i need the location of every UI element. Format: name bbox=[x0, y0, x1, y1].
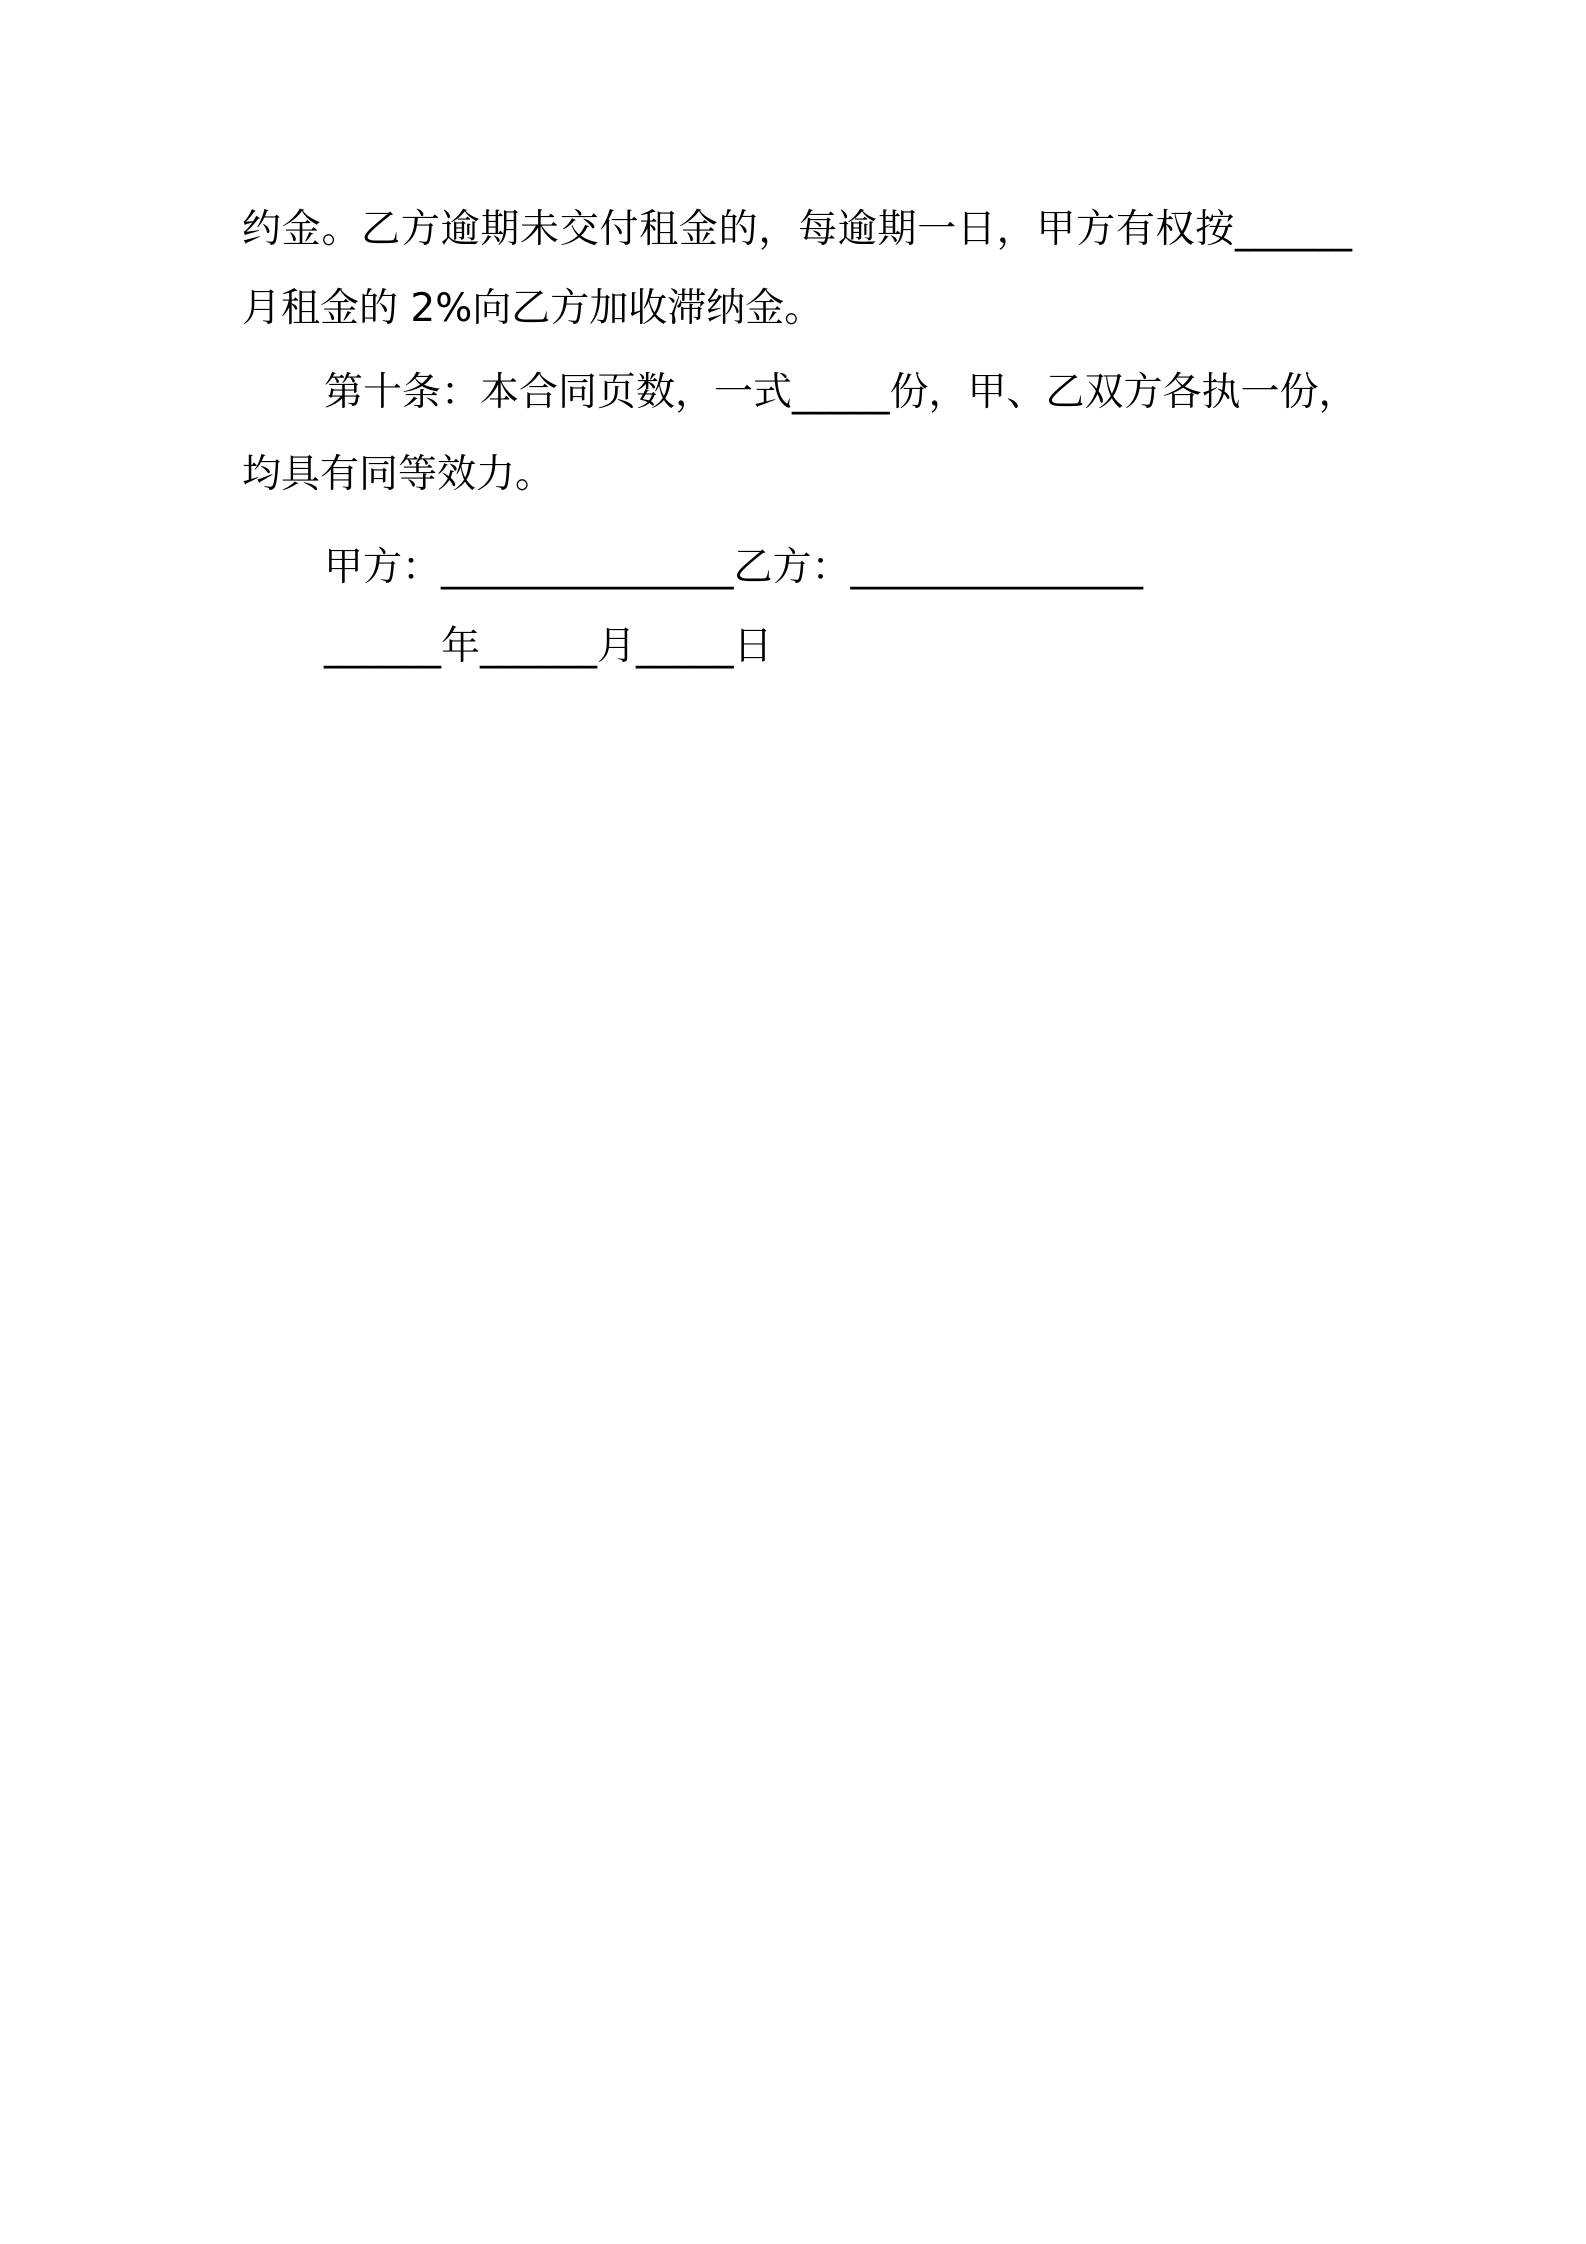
party-a-signature-blank: _______________ bbox=[441, 545, 734, 590]
signature-line bbox=[324, 547, 1143, 589]
year-label: 年 bbox=[441, 624, 481, 669]
party-b-label: 乙方： bbox=[733, 545, 851, 590]
clause-9-text-line-2: 月租金的 2%向乙方加收滞纳金。 bbox=[242, 286, 824, 331]
year-blank: ______ bbox=[324, 624, 441, 669]
month-label: 月 bbox=[597, 624, 637, 669]
clause-10-text-line-1: 第十条：本合同页数，一式_____份，甲、乙双方各执一份， bbox=[324, 370, 1358, 415]
day-label: 日 bbox=[733, 624, 773, 669]
day-blank: _____ bbox=[636, 624, 734, 669]
month-blank: ______ bbox=[480, 624, 598, 669]
clause-10-text-line-2: 均具有同等效力。 bbox=[242, 452, 555, 497]
date-line bbox=[324, 626, 773, 668]
party-a-label: 甲方： bbox=[324, 545, 442, 590]
clause-9-text-line-1: 约金。乙方逾期未交付租金的，每逾期一日，甲方有权按______ bbox=[242, 207, 1352, 252]
party-b-signature-blank: _______________ bbox=[850, 545, 1144, 590]
